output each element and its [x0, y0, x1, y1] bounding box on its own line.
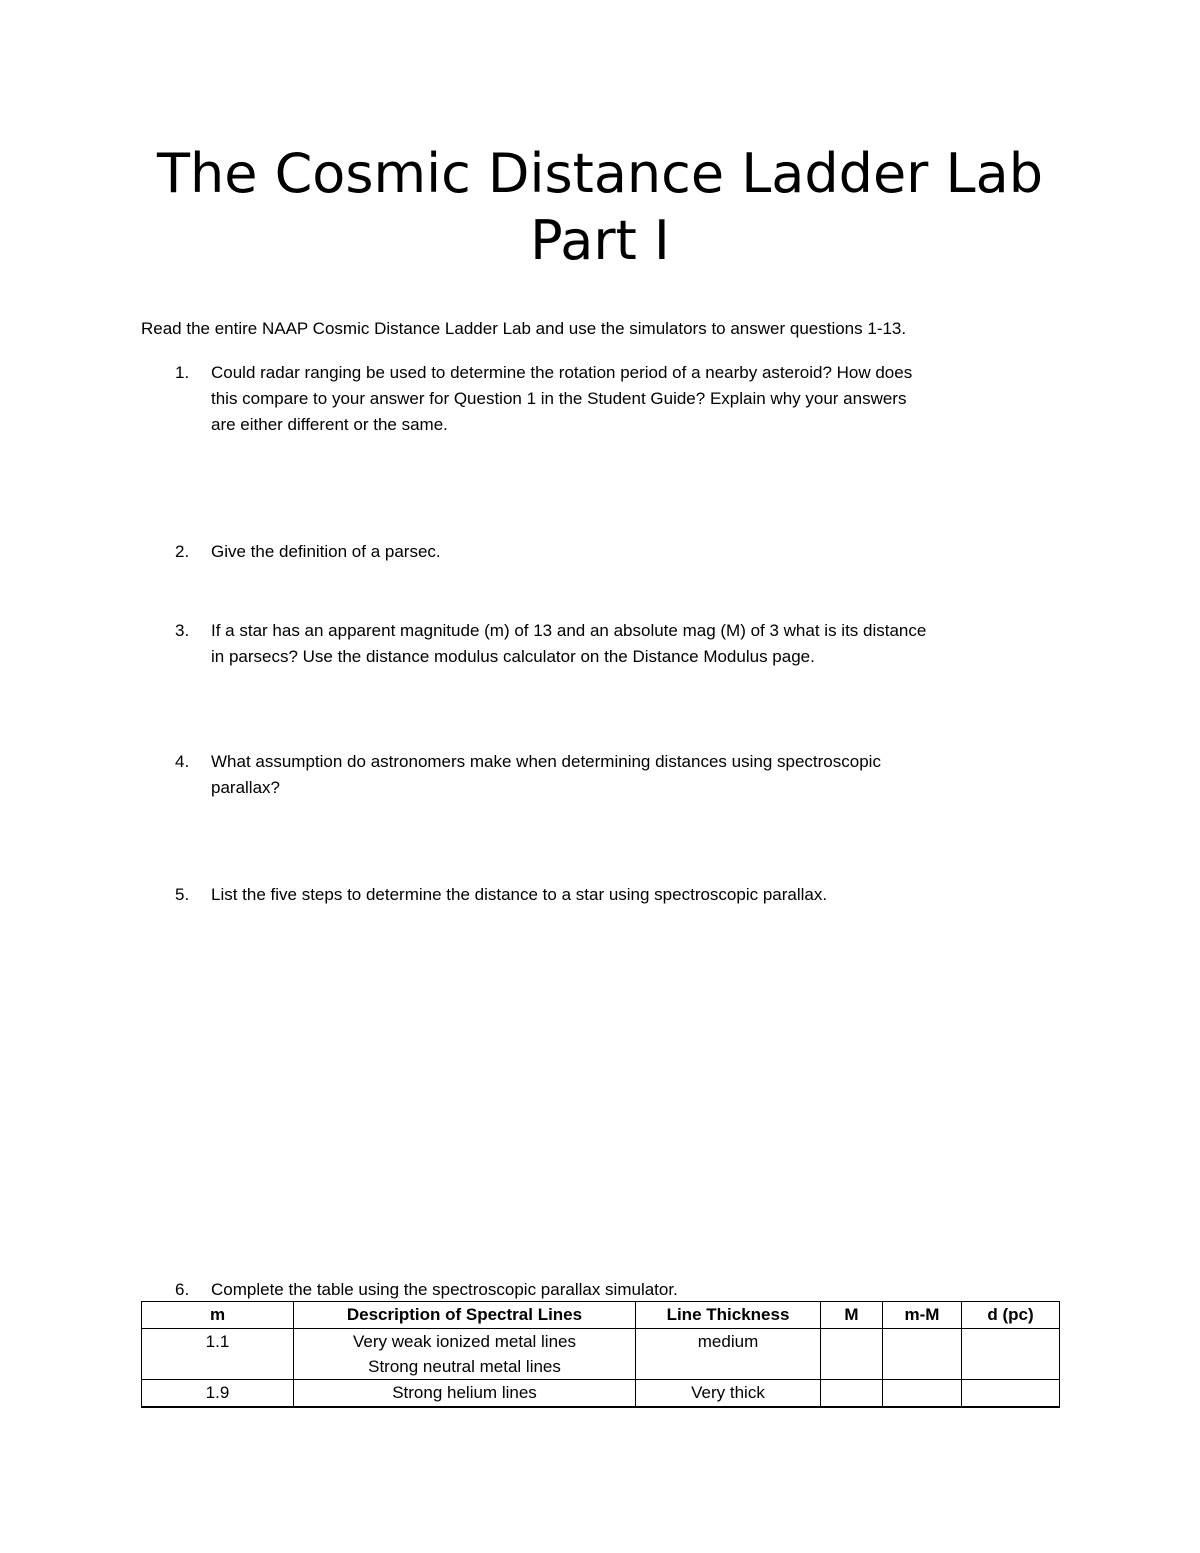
question-line: What assumption do astronomers make when determining distances using spectroscopic [211, 752, 881, 771]
document-title: The Cosmic Distance Ladder Lab [157, 142, 1043, 205]
cell-distance[interactable] [962, 1380, 1060, 1408]
description-line: Strong helium lines [392, 1383, 537, 1402]
question-line: in parsecs? Use the distance modulus calculator on the Distance Modulus page. [211, 647, 815, 666]
table-row [142, 1380, 1060, 1408]
cell-description [294, 1329, 636, 1380]
spectral-parallax-table [141, 1301, 1060, 1408]
question-text [211, 539, 1061, 565]
cell-distance-modulus[interactable] [883, 1380, 962, 1408]
question-text [211, 618, 1061, 670]
cell-distance[interactable] [962, 1329, 1060, 1380]
description-line: Strong neutral metal lines [368, 1357, 561, 1376]
column-header: m-M [883, 1302, 962, 1329]
question-number: 5. [175, 885, 190, 904]
cell-distance-modulus[interactable] [883, 1329, 962, 1380]
question-line: are either different or the same. [211, 415, 448, 434]
cell-thickness: Very thick [636, 1380, 821, 1408]
cell-m: 1.9 [142, 1380, 294, 1408]
intro-text: Read the entire NAAP Cosmic Distance Ladder Lab and use the simulators to answer questions 1-13. [141, 319, 907, 338]
column-header: d (pc) [962, 1302, 1060, 1329]
question-text [211, 360, 1061, 438]
question-line: If a star has an apparent magnitude (m) of 13 and an absolute mag (M) of 3 what is its distance [211, 621, 927, 640]
question-number: 1. [175, 363, 190, 382]
question-number: 2. [175, 542, 190, 561]
question-number: 6. [175, 1280, 190, 1299]
cell-m: 1.1 [142, 1329, 294, 1380]
question-line: parallax? [211, 778, 280, 797]
table-row [142, 1329, 1060, 1380]
question-line: Give the definition of a parsec. [211, 542, 441, 561]
question-line: this compare to your answer for Question 1 in the Student Guide? Explain why your answers [211, 389, 907, 408]
question-number: 4. [175, 752, 190, 771]
question-line: Could radar ranging be used to determine the rotation period of a nearby asteroid? How does [211, 363, 913, 382]
question-number: 3. [175, 621, 190, 640]
document-subtitle: Part I [530, 209, 670, 272]
cell-abs-mag[interactable] [821, 1329, 883, 1380]
question-line: Complete the table using the spectroscopic parallax simulator. [211, 1280, 678, 1299]
cell-abs-mag[interactable] [821, 1380, 883, 1408]
description-line: Very weak ionized metal lines [352, 1332, 576, 1351]
column-header: M [821, 1302, 883, 1329]
column-header: Description of Spectral Lines [294, 1302, 636, 1329]
question-text [211, 882, 1061, 908]
question-text [211, 749, 1061, 801]
question-line: List the five steps to determine the distance to a star using spectroscopic parallax. [211, 885, 828, 904]
table-header-row [142, 1302, 1060, 1329]
column-header: Line Thickness [636, 1302, 821, 1329]
column-header: m [142, 1302, 294, 1329]
question-text [211, 1277, 1061, 1303]
cell-thickness: medium [636, 1329, 821, 1380]
cell-description [294, 1380, 636, 1408]
